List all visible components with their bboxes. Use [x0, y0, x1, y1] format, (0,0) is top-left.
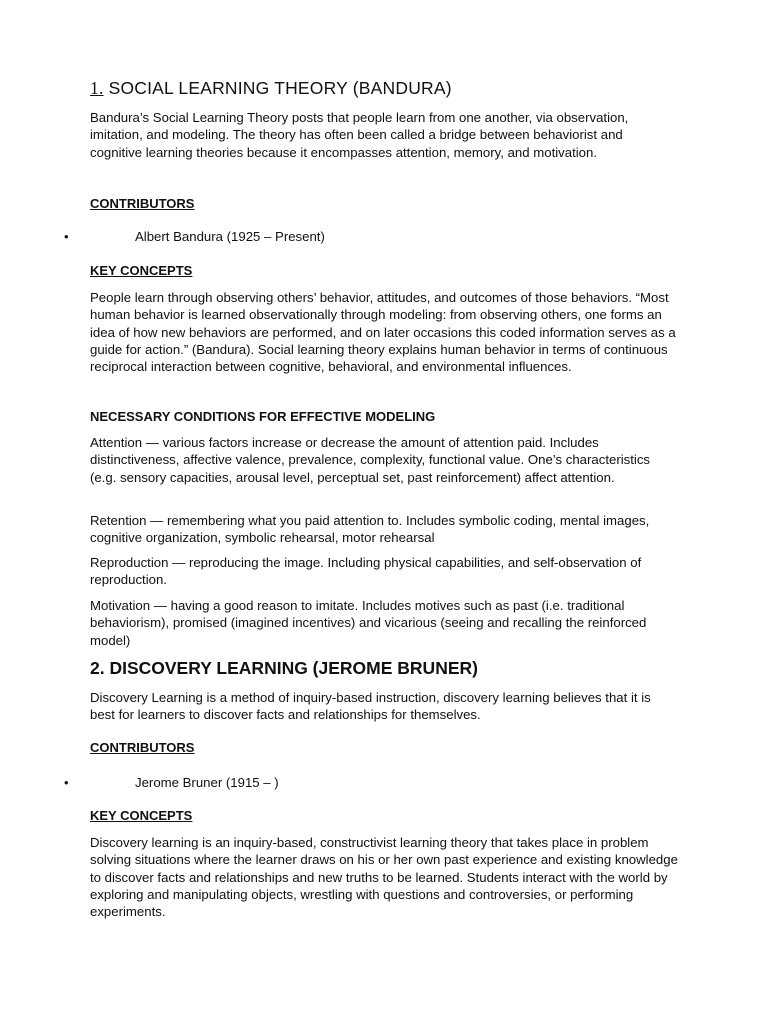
condition-motivation: Motivation — having a good reason to imitate. Includes motives such as past (i.e. traditional behaviorism), promised (imagined incentives) and vicarious (seeing and recalling the reinforced model) — [90, 598, 647, 648]
contributor-item: Albert Bandura (1925 – Present) — [135, 229, 325, 244]
section-2-key-concepts-text: Discovery learning is an inquiry-based, constructivist learning theory that takes place in problem solving situations where the learner draws on his or her own past experience and existing knowledge to discover facts and relationships and new truths to be learned. Students interact with the world by exploring and manipulating objects, wrestling with questions and controversies, or performing experiments. — [90, 835, 678, 920]
modeling-conditions-heading: NECESSARY CONDITIONS FOR EFFECTIVE MODELING — [90, 409, 436, 424]
section-1-heading — [90, 78, 678, 99]
section-1-key-concepts-text: People learn through observing others’ behavior, attitudes, and outcomes of those behaviors. “Most human behavior is learned observationally through modeling: from observing others, one forms an idea of how new behaviors are performed, and on later occasions this coded information serves as a guide for action.” (Bandura). Social learning theory explains human behavior in terms of continuous reciprocal interaction between cognitive, behavioral, and environmental influences. — [90, 290, 676, 375]
section-1-intro: Bandura’s Social Learning Theory posts that people learn from one another, via observation, imitation, and modeling. The theory has often been called a bridge between behaviorist and cognitive learning theories because it encompasses attention, memory, and motivation. — [90, 110, 629, 160]
section-2-intro: Discovery Learning is a method of inquiry-based instruction, discovery learning believes that it is best for learners to discover facts and relationships for themselves. — [90, 690, 651, 723]
section-1-key-concepts-heading: KEY CONCEPTS — [90, 263, 193, 278]
bullet-dot-2: • — [64, 775, 69, 790]
condition-reproduction: Reproduction — reproducing the image. Including physical capabilities, and self-observation of reproduction. — [90, 555, 642, 588]
section-1-number: 1. — [90, 78, 104, 98]
condition-attention: Attention — various factors increase or decrease the amount of attention paid. Includes distinctiveness, affective valence, prevalence, complexity, functional value. One’s characteristics (e.g. sensory capacities, arousal level, perceptual set, past reinforcement) affect attention. — [90, 435, 651, 485]
section-2-heading: 2. DISCOVERY LEARNING (JEROME BRUNER) — [90, 658, 478, 678]
section-2-contributors-heading: CONTRIBUTORS — [90, 740, 195, 755]
condition-retention: Retention — remembering what you paid attention to. Includes symbolic coding, mental images, cognitive organization, symbolic rehearsal, motor rehearsal — [90, 513, 650, 546]
section-1-contributors-heading: CONTRIBUTORS — [90, 196, 195, 211]
contributor-item: Jerome Bruner (1915 – ) — [135, 775, 279, 790]
bullet-dot-1: • — [64, 229, 69, 244]
section-1-title: SOCIAL LEARNING THEORY (BANDURA) — [108, 78, 452, 98]
section-2-key-concepts-heading: KEY CONCEPTS — [90, 808, 193, 823]
